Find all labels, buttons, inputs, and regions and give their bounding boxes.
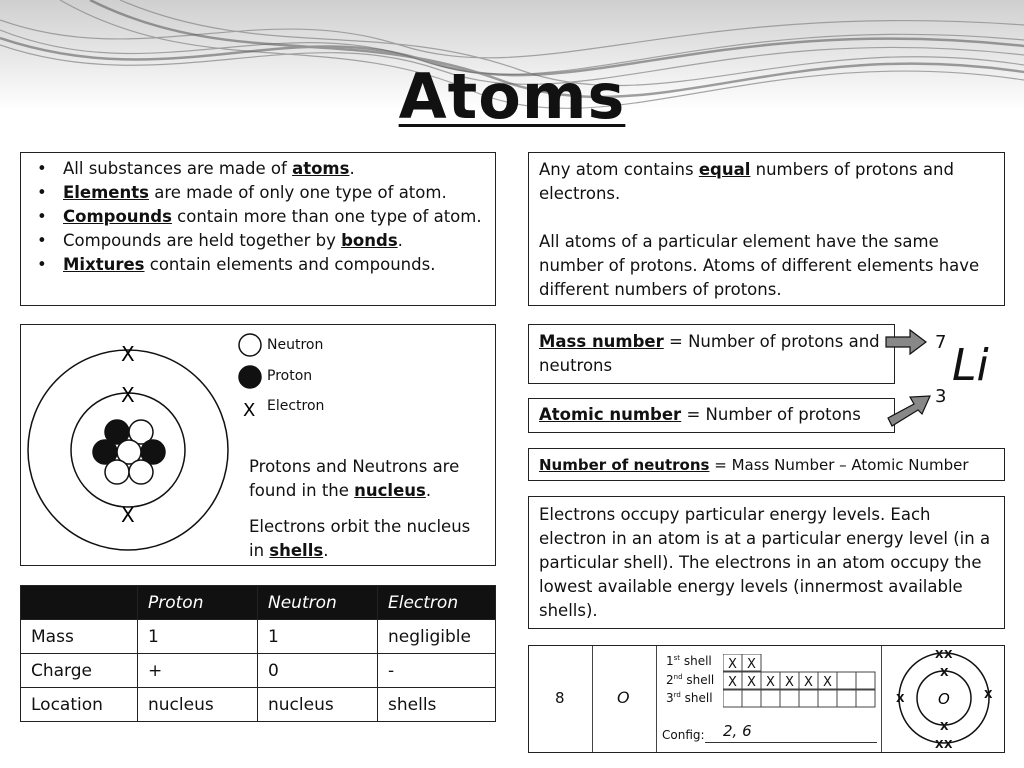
- electron-mark: X: [940, 720, 949, 733]
- fact-keyword: Elements: [63, 183, 149, 202]
- worksheet-symbol: O: [617, 688, 630, 707]
- element-protons-paragraph: All atoms of a particular element have the same number of protons. Atoms of different elements have different numbers of protons.: [539, 232, 980, 299]
- table-cell: 1: [258, 620, 378, 654]
- shell-label-text: 1: [666, 654, 674, 668]
- electron-mark: X: [121, 503, 135, 527]
- shell-label-text: shell: [682, 673, 715, 687]
- fact-item: [31, 181, 487, 205]
- paragraph-text: Electrons orbit the nucleus in: [249, 517, 471, 560]
- electron-mark: X: [984, 688, 993, 701]
- shell-label-text: shell: [680, 654, 712, 668]
- neutron: [129, 460, 153, 484]
- equal-keyword: equal: [698, 160, 751, 179]
- electron-mark: X: [896, 692, 905, 705]
- element-symbol: Li: [952, 340, 989, 391]
- number-of-neutrons-box: [528, 448, 1005, 481]
- table-cell: shells: [378, 688, 496, 722]
- shells-keyword: shells: [269, 541, 324, 560]
- mass-number-box: [528, 324, 895, 384]
- page-title: Atoms: [398, 60, 626, 133]
- atom-diagram-box: [20, 324, 496, 566]
- table-header: Electron: [378, 586, 496, 620]
- table-cell: nucleus: [138, 688, 258, 722]
- fact-text: .: [349, 159, 355, 178]
- shell-grid: [723, 654, 879, 710]
- table-cell: nucleus: [258, 688, 378, 722]
- shell-label-sup: rd: [673, 691, 681, 699]
- paragraph-text: .: [425, 481, 432, 500]
- nucleus-text: [249, 455, 489, 503]
- shell-label-text: shell: [680, 691, 713, 705]
- fact-keyword: bonds: [341, 231, 398, 250]
- fact-item: [31, 205, 487, 229]
- table-cell: 0: [258, 654, 378, 688]
- fact-text: Compounds are held together by: [63, 231, 342, 250]
- table-cell: negligible: [378, 620, 496, 654]
- mass-arrow-icon: [884, 328, 928, 356]
- config-value: 2, 6: [723, 722, 752, 740]
- fact-text: contain more than one type of atom.: [171, 207, 482, 226]
- element-atomic-number: 3: [935, 386, 947, 407]
- config-label: Config:: [662, 728, 705, 742]
- shell-electron-mark: X: [747, 675, 756, 690]
- shell-electron-mark: X: [766, 675, 775, 690]
- electron-mark: X: [940, 666, 949, 679]
- atomic-number-definition: = Number of protons: [681, 405, 861, 424]
- shell-electron-mark: X: [728, 675, 737, 690]
- shell-label: [666, 654, 712, 668]
- paragraph-text: numbers of protons and electrons.: [539, 160, 954, 203]
- worksheet-diagram-cell: [882, 646, 1004, 752]
- fact-text: contain elements and compounds.: [144, 255, 436, 274]
- shell-label: [666, 691, 713, 705]
- oxygen-shell-diagram: [882, 646, 1004, 752]
- fact-text: All substances are made of: [63, 159, 293, 178]
- legend-proton-label: Proton: [267, 368, 313, 384]
- energy-levels-box: Electrons occupy particular energy levels. Each electron in an atom is at a particular energy level (in a particular shell). The electrons in an atom occupy the lowest available energy levels (innermost available shells).: [528, 496, 1005, 629]
- electron-mark: X: [121, 342, 135, 366]
- table-cell: -: [378, 654, 496, 688]
- shells-text: [249, 515, 489, 563]
- table-row: [21, 688, 496, 722]
- shell-electron-mark: X: [785, 675, 794, 690]
- fact-item: [31, 229, 487, 253]
- legend-electron-icon: X: [243, 400, 256, 421]
- shell-label-text: 2: [666, 673, 674, 687]
- diagram-symbol: O: [938, 690, 950, 708]
- fact-text: .: [397, 231, 403, 250]
- shell-electron-mark: X: [823, 675, 832, 690]
- fact-keyword: atoms: [292, 159, 350, 178]
- table-header: [21, 586, 138, 620]
- electron-config-worksheet: [528, 645, 1005, 753]
- equal-protons-paragraph: [539, 158, 994, 206]
- shell-electron-mark: X: [747, 657, 756, 672]
- shell-label-sup: nd: [673, 673, 683, 681]
- worksheet-shells-cell: [657, 646, 882, 752]
- table-row: [21, 654, 496, 688]
- atomic-arrow-icon: [884, 390, 934, 430]
- table-header: Neutron: [258, 586, 378, 620]
- protons-electrons-box: [528, 152, 1005, 306]
- element-mass-number: 7: [935, 332, 947, 353]
- electron-mark: X: [935, 738, 944, 751]
- atomic-number-box: [528, 398, 895, 433]
- electron-mark: X: [944, 738, 953, 751]
- table-header-row: [21, 586, 496, 620]
- table-cell: Mass: [21, 620, 138, 654]
- fact-item: [31, 253, 487, 277]
- paragraph-text: Any atom contains: [539, 160, 699, 179]
- table-header: Proton: [138, 586, 258, 620]
- legend-neutron-label: Neutron: [267, 337, 324, 353]
- legend-electron-label: Electron: [267, 398, 325, 414]
- shell-label-sup: st: [673, 654, 681, 662]
- electron-mark: X: [944, 648, 953, 661]
- fact-item: [31, 157, 487, 181]
- neutrons-keyword: Number of neutrons: [539, 456, 710, 474]
- particle-table: [20, 585, 496, 722]
- worksheet-atomic-number: 8: [555, 689, 565, 707]
- table-cell: +: [138, 654, 258, 688]
- atoms-facts-box: [20, 152, 496, 306]
- worksheet-symbol-cell: [593, 646, 657, 752]
- shell-label: [666, 673, 714, 687]
- paragraph-text: .: [323, 541, 329, 560]
- nucleus: [93, 420, 165, 484]
- fact-keyword: Compounds: [63, 207, 172, 226]
- fact-keyword: Mixtures: [63, 255, 145, 274]
- paragraph-text: Protons and Neutrons are found in the: [249, 457, 460, 500]
- shell-electron-mark: X: [728, 657, 737, 672]
- table-row: [21, 620, 496, 654]
- shell-electron-mark: X: [804, 675, 813, 690]
- facts-list: [31, 157, 487, 277]
- fact-text: are made of only one type of atom.: [148, 183, 447, 202]
- worksheet-atomic-number-cell: [529, 646, 593, 752]
- neutrons-definition: = Mass Number – Atomic Number: [709, 456, 969, 474]
- mass-number-keyword: Mass number: [539, 332, 664, 351]
- table-cell: Location: [21, 688, 138, 722]
- mass-number-definition: = Number of protons and neutrons: [539, 332, 880, 375]
- electron-mark: X: [121, 383, 135, 407]
- atomic-number-keyword: Atomic number: [539, 405, 682, 424]
- shell-label-text: 3: [666, 691, 674, 705]
- electron-mark: X: [935, 648, 944, 661]
- config-line: [705, 742, 877, 743]
- neutron: [105, 460, 129, 484]
- legend-proton-icon: [239, 366, 261, 388]
- table-cell: Charge: [21, 654, 138, 688]
- legend-neutron-icon: [239, 334, 261, 356]
- nucleus-keyword: nucleus: [354, 481, 426, 500]
- table-cell: 1: [138, 620, 258, 654]
